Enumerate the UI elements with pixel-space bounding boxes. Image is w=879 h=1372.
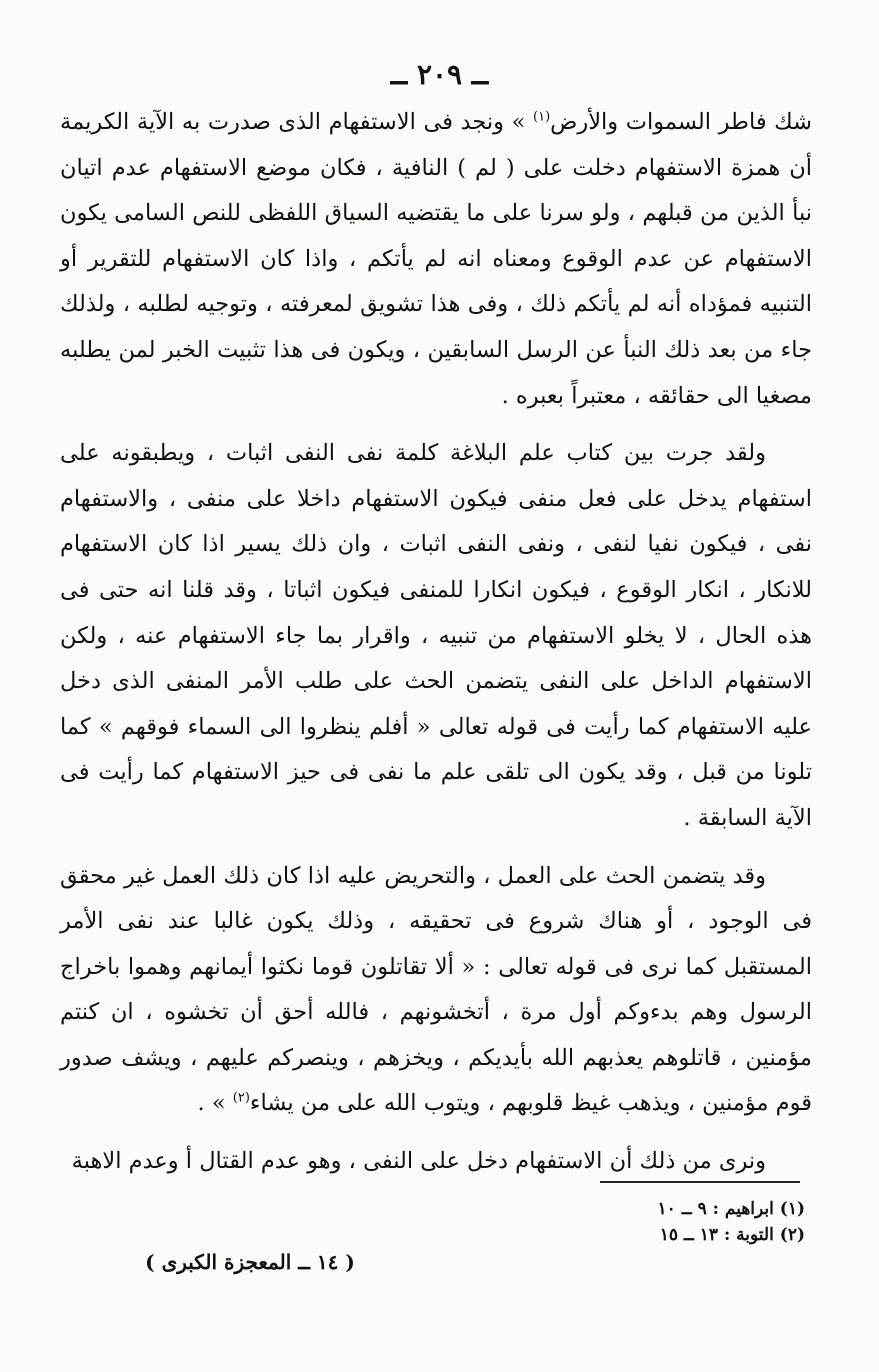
footnote-item: (١) ابراهيم : ٩ ــ ١٠ (657, 1199, 805, 1219)
paragraph-3 (60, 854, 812, 1128)
footnote-item: (٢) التوبة : ١٣ ــ ١٥ (659, 1225, 805, 1245)
paragraph-4: ونرى من ذلك أن الاستفهام دخل على النفى ، وهو عدم القتال أ وعدم الاهبة (71, 1148, 766, 1175)
page-number: ــ ٢٠٩ ــ (390, 58, 489, 91)
printer-signature: ( ١٤ ــ المعجزة الكبرى ) (145, 1250, 355, 1274)
footnote-ref: (٢) (232, 1090, 250, 1106)
paragraph-1 (60, 100, 812, 419)
body-text (60, 100, 812, 1185)
footnote-divider (600, 1181, 800, 1183)
footnotes (400, 1196, 805, 1248)
paragraph-text: » ونجد فى الاستفهام الذى صدرت به الآية الكريمة أن همزة الاستفهام دخلت على ( لم ) النافية ، فكان موضع الاستفهام عدم اتيان نبأ الذين من قبلهم ، ولو سرنا على ما يقتضيه السياق اللفظى للنص السامى يكون الاستفهام عن عدم الوقوع ومعناه انه لم يأتكم ، واذا كان الاستفهام للتقرير أو التنبيه فمؤداه أنه لم يأتكم ذلك ، وفى هذا تشويق لمعرفته ، وتوجيه لطلبه ، ولذلك جاء من بعد ذلك النبأ عن الرسل السابقين ، ويكون فى هذا تثبيت الخبر لمن يطلبه مصغيا الى حقائقه ، معتبراً بعبره . (60, 109, 812, 409)
paragraph-text: وقد يتضمن الحث على العمل ، والتحريض عليه اذا كان ذلك العمل غير محقق فى الوجود ، أو هناك شروع فى تحقيقه ، وذلك يكون غالبا عند نفى الأمر المستقبل كما نرى فى قوله تعالى : « ألا تقاتلون قوما نكثوا أيمانهم وهموا باخراج الرسول وهم بدءوكم أول مرة ، أتخشونهم ، فالله أحق أن تخشوه ، ان كنتم مؤمنين ، قاتلوهم يعذبهم الله بأيديكم ، ويخزهم ، وينصركم عليهم ، ويشف صدور قوم مؤمنين ، ويذهب غيظ قلوبهم ، ويتوب الله على من يشاء (60, 862, 812, 1117)
footnote-ref: (١) (533, 109, 551, 125)
paragraph-2: ولقد جرت بين كتاب علم البلاغة كلمة نفى النفى اثبات ، ويطبقونه على استفهام يدخل على فعل منفى فيكون الاستفهام داخلا على منفى ، والاستفهام نفى ، فيكون نفيا لنفى ، ونفى النفى اثبات ، وان ذلك يسير اذا كان الاستفهام للانكار ، انكار الوقوع ، فيكون انكارا للمنفى فيكون اثباتا ، وقد قلنا انه حتى فى هذه الحال ، لا يخلو الاستفهام من تنبيه ، واقرار بما جاء الاستفهام عنه ، ولكن الاستفهام الداخل على النفى يتضمن الحث على طلب الأمر المنفى الذى دخل عليه الاستفهام كما رأيت فى قوله تعالى « أفلم ينظروا الى السماء فوقهم » كما تلونا من قبل ، وقد يكون الى تلقى علم ما نفى فى حيز الاستفهام كما رأيت فى الآية السابقة . (60, 440, 812, 831)
paragraph-text: » . (197, 1090, 233, 1117)
paragraph-text: شك فاطر السموات والأرض (550, 109, 812, 135)
